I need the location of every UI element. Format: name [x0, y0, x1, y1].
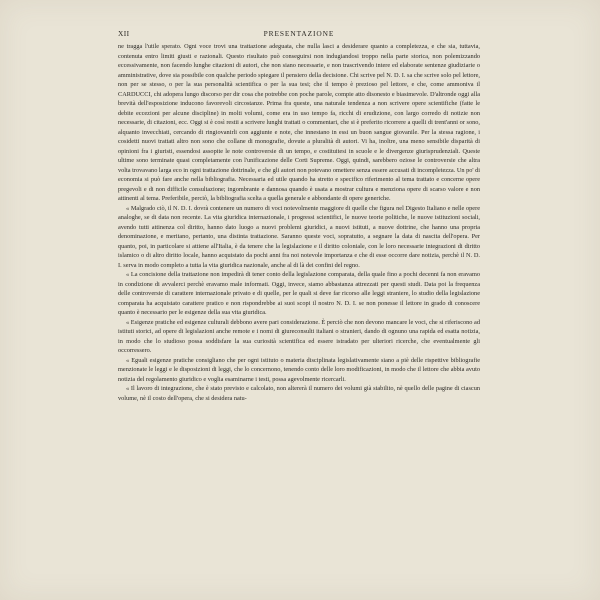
- paragraph: « Il lavoro di integrazione, che è stato previsto e calcolato, non altererà il numero dei volumi già stabilito, nè quello delle pagine di ciascun volume, nè il costo dell'opera, che si desidera natu-: [118, 385, 480, 402]
- paragraph: « Esigenze pratiche ed esigenze culturali debbono avere pari considerazione. È perciò che non devono mancare le voci, che si riferiscono ad istituti storici, ad opere di legislazioni anche remote e i nomi di giureconsulti italiani o stranieri, dando di ognuno una rapida ed esatta notizia, in modo che lo studioso possa soddisfare la sua curiosità scientifica ed essere istradato per ulteriori ricerche, che eventualmente gli occorressero.: [118, 318, 480, 354]
- page-header: [118, 29, 480, 39]
- paragraph: « Malgrado ciò, il N. D. I. dovrà contenere un numero di voci notevolmente maggiore di quelle che figura nel Digesto Italiano e nelle opere analoghe, se di data non recente. La vita giuridica internazionale, i progressi scientifici, le nuove teorie politiche, le nuove istituzioni sociali, avendo tutti attinenza col diritto, hanno dato luogo a nuovi problemi giuridici, a nuovi istituti, a nuove dottrine, che hanno una propria denominazione, e meritano, pertanto, una distinta trattazione. Saranno queste voci, sopratutto, a segnare la data di nascita dell'opera. Per quanto, poi, in particolare si attiene all'Italia, è da tenere che la legislazione e il diritto coloniale, con le loro necessarie integrazioni di diritto islamico o di altro diritto locale, hanno acquistato da pochi anni fra noi notevole importanza e che di esse occorre dare notizia, perchè il N. D. I. serva in modo completo a tutta la vita giuridica nazionale, anche al di là dei confini del regno.: [118, 204, 480, 269]
- body-text: [118, 42, 480, 403]
- paragraph: ne tragga l'utile sperato. Ogni voce trovi una trattazione adeguata, che nulla lasci a desiderare quanto a completezza, e che sia, tuttavia, contenuta entro limiti giusti e razionali. Questo risultato può conseguirsi non indugiandosi troppo nella parte storica, non polemizzando eccessivamente, non facendo lunghe citazioni di autori, che non siano necessarie, e non trascrivendo intere ed elaborate sentenze giudiziarie o amministrative, dove sia possibile con qualche periodo spiegare il pensiero della decisione. Chi scrive pel N. D. I. sa che scrive solo pel lettore, non per se stesso, o per la sua personalità scientifica o per la sua tesi; che il tempo è prezioso pel lettore, e che, come ammoniva il CARDUCCI, chi adopera lungo discorso per dir cosa che potrebbe con poche parole, compie atto disonesto e biasimevole. D'altronde oggi alla brevità dell'esposizione inducono favorevoli circostanze. Prima fra queste, una naturale tendenza a non scrivere opere scientifiche (fatte le debite eccezioni per alcune discipline) in molti volumi, come era in uso tempo fa, ricchi di erudizione, con largo corredo di notizie non necessarie, di citazioni, ecc. Oggi si è così restii a scrivere lunghi trattati o commentari, che si è preferito ricorrere a quelli di trent'anni or sono, alquanto invecchiati, cercando di ringiovanirli con aggiunte e note, che innestano in essi un buon sangue giovanile. Per la stessa ragione, i cosidetti nuovi trattati altro non sono che collane di monografie, dovute a pluralità di autori. Vi ha, inoltre, una meno sensibile disparità di opinioni fra i giuristi, essendosi assopite le note controversie di un tempo, e costituitesi in scuole e le divergenze giurisprudenziali. Queste ultime sono terminate quasi completamente con l'unificazione delle Corti Supreme. Oggi, quindi, sarebbero oziose le controversie che altra volta trovavano larga eco in ogni trattazione dottrinale, e che gli autori non potevano omettere senza essere accusati di incompletezza. Un po' di economia si può fare anche nella bibliografia. Necessaria ed utile quando ha stretto e specifico riferimento al tema trattato e concerne opere pregevoli e di non difficile consultazione; ingombrante e dannosa quando è usata a mostrar cultura e menziona opere di scarso valore e non attinenti al tema. Preferibile, perciò, la bibliografia scelta a quella generale e abbondante di opere generiche.: [118, 43, 480, 202]
- running-title: PRESENTAZIONE: [263, 29, 335, 38]
- paragraph: « La concisione della trattazione non impedirà di tener conto della legislazione comparata, della quale fino a pochi decenni fa non eravamo in condizione di avvalerci perchè eravamo male informati. Oggi, invece, siamo abbastanza attrezzati per questi studi. Data poi la frequenza delle controversie di carattere internazionale privato e di quelle, per le quali si deve far ricorso alle leggi straniere, lo studio della legislazione comparata ha acquistato carattere pratico e non rispondrebbe ai suoi scopi il nostro N. D. I. se non ponesse il lettore in grado di conoscere quanto è necessario per le esigenze della sua vita giuridica.: [118, 271, 480, 316]
- paragraph: « Eguali esigenze pratiche consigliano che per ogni istituto o materia disciplinata legislativamente siano a piè delle rispettive bibliografie menzionate le leggi e le disposizioni di leggi, che lo concernono, tenendo conto delle loro modificazioni, in modo che il lettore che abbia avuto notizia del regolamento giuridico e voglia esaminarne i testi, possa agevolmente ricercarli.: [118, 356, 480, 383]
- page-number: XII: [118, 29, 130, 38]
